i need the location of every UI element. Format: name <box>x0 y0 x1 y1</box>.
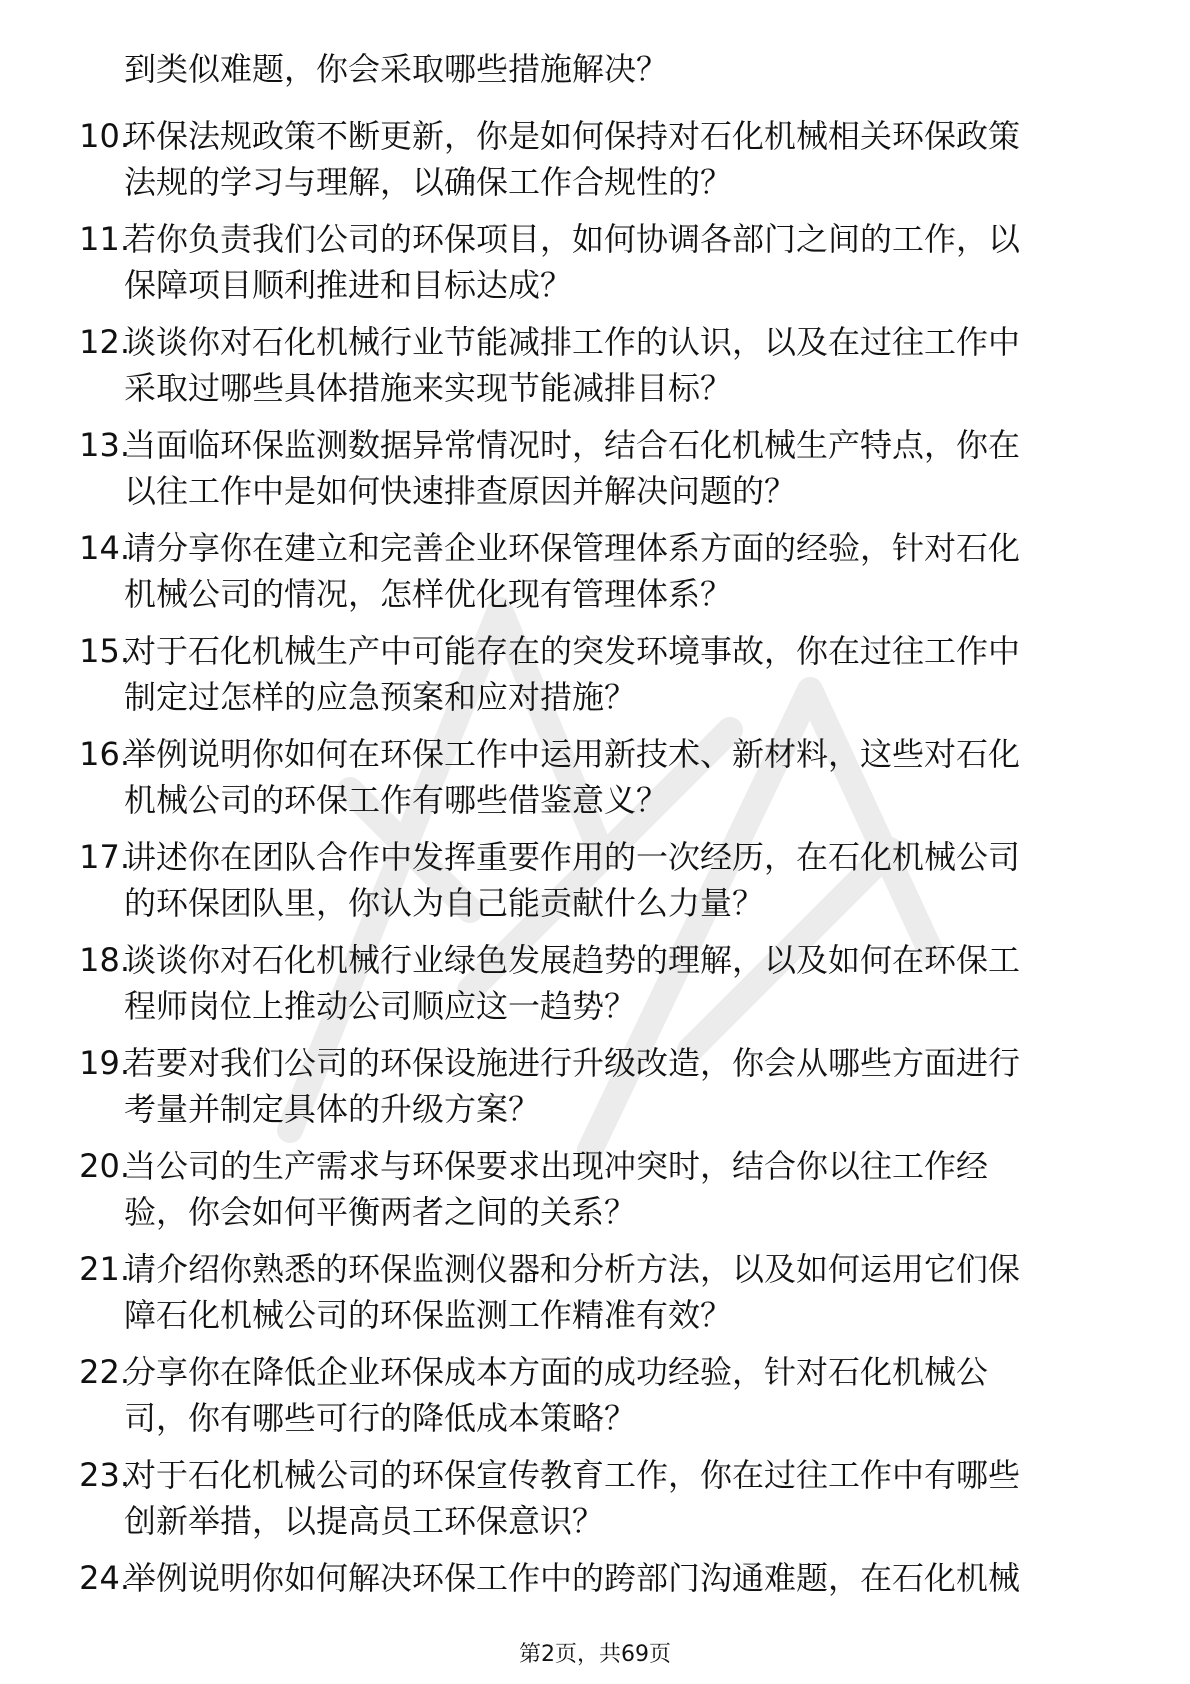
question-text-line: 讲述你在团队合作中发挥重要作用的一次经历，在石化机械公司 <box>124 838 1021 876</box>
question-text-line: 请分享你在建立和完善企业环保管理体系方面的经验，针对石化 <box>124 529 1021 567</box>
question-text-line: 当公司的生产需求与环保要求出现冲突时，结合你以往工作经 <box>124 1147 989 1185</box>
question-text-line: 司，你有哪些可行的降低成本策略？ <box>124 1399 637 1437</box>
question-number: 24. <box>79 1559 130 1597</box>
question-number: 15. <box>79 632 130 670</box>
question-text-line: 当面临环保监测数据异常情况时，结合石化机械生产特点，你在 <box>124 426 1021 464</box>
question-text-line: 若你负责我们公司的环保项目，如何协调各部门之间的工作，以 <box>124 220 1021 258</box>
question-text-line: 谈谈你对石化机械行业绿色发展趋势的理解，以及如何在环保工 <box>124 941 1021 979</box>
question-text-line: 谈谈你对石化机械行业节能减排工作的认识，以及在过往工作中 <box>124 323 1021 361</box>
question-text-line: 机械公司的情况，怎样优化现有管理体系？ <box>124 575 733 613</box>
question-number: 21. <box>79 1250 130 1288</box>
list-item <box>0 628 1190 731</box>
question-number: 23. <box>79 1456 130 1494</box>
question-text-line: 举例说明你如何在环保工作中运用新技术、新材料，这些对石化 <box>124 735 1021 773</box>
list-item <box>0 1143 1190 1246</box>
question-number: 18. <box>79 941 130 979</box>
question-list <box>0 113 1190 1658</box>
question-text-line: 制定过怎样的应急预案和应对措施？ <box>124 678 637 716</box>
question-number: 11. <box>79 220 130 258</box>
question-text-line: 采取过哪些具体措施来实现节能减排目标？ <box>124 369 733 407</box>
question-number: 16. <box>79 735 130 773</box>
question-text-line: 环保法规政策不断更新，你是如何保持对石化机械相关环保政策 <box>124 117 1021 155</box>
question-number: 20. <box>79 1147 130 1185</box>
list-item <box>0 113 1190 216</box>
question-text-line: 障石化机械公司的环保监测工作精准有效？ <box>124 1296 733 1334</box>
question-text-line: 若要对我们公司的环保设施进行升级改造，你会从哪些方面进行 <box>124 1044 1021 1082</box>
question-number: 10. <box>79 117 130 155</box>
list-item <box>0 731 1190 834</box>
question-text-line: 验，你会如何平衡两者之间的关系？ <box>124 1193 637 1231</box>
list-item <box>0 525 1190 628</box>
question-number: 22. <box>79 1353 130 1391</box>
page-number-footer: 第2页，共69页 <box>519 1642 671 1667</box>
question-text-line: 法规的学习与理解，以确保工作合规性的？ <box>124 163 733 201</box>
continuation-line: 到类似难题，你会采取哪些措施解决？ <box>124 50 669 88</box>
question-text-line: 分享你在降低企业环保成本方面的成功经验，针对石化机械公 <box>124 1353 989 1391</box>
list-item <box>0 422 1190 525</box>
list-item <box>0 937 1190 1040</box>
question-text-line: 对于石化机械生产中可能存在的突发环境事故，你在过往工作中 <box>124 632 1021 670</box>
question-text-line: 以往工作中是如何快速排查原因并解决问题的？ <box>124 472 797 510</box>
question-text-line: 保障项目顺利推进和目标达成？ <box>124 266 573 304</box>
list-item <box>0 1246 1190 1349</box>
question-text-line: 程师岗位上推动公司顺应这一趋势？ <box>124 987 637 1025</box>
list-item <box>0 834 1190 937</box>
question-text-line: 举例说明你如何解决环保工作中的跨部门沟通难题，在石化机械 <box>124 1559 1021 1597</box>
question-text-line: 创新举措，以提高员工环保意识？ <box>124 1502 605 1540</box>
question-text-line: 的环保团队里，你认为自己能贡献什么力量？ <box>124 884 765 922</box>
question-text-line: 对于石化机械公司的环保宣传教育工作，你在过往工作中有哪些 <box>124 1456 1021 1494</box>
question-number: 13. <box>79 426 130 464</box>
question-text-line: 请介绍你熟悉的环保监测仪器和分析方法，以及如何运用它们保 <box>124 1250 1021 1288</box>
list-item <box>0 216 1190 319</box>
list-item <box>0 1452 1190 1555</box>
question-number: 19. <box>79 1044 130 1082</box>
question-text-line: 考量并制定具体的升级方案？ <box>124 1090 541 1128</box>
question-number: 17. <box>79 838 130 876</box>
list-item <box>0 1040 1190 1143</box>
question-text-line: 机械公司的环保工作有哪些借鉴意义？ <box>124 781 669 819</box>
list-item <box>0 319 1190 422</box>
question-number: 12. <box>79 323 130 361</box>
list-item <box>0 1349 1190 1452</box>
question-number: 14. <box>79 529 130 567</box>
